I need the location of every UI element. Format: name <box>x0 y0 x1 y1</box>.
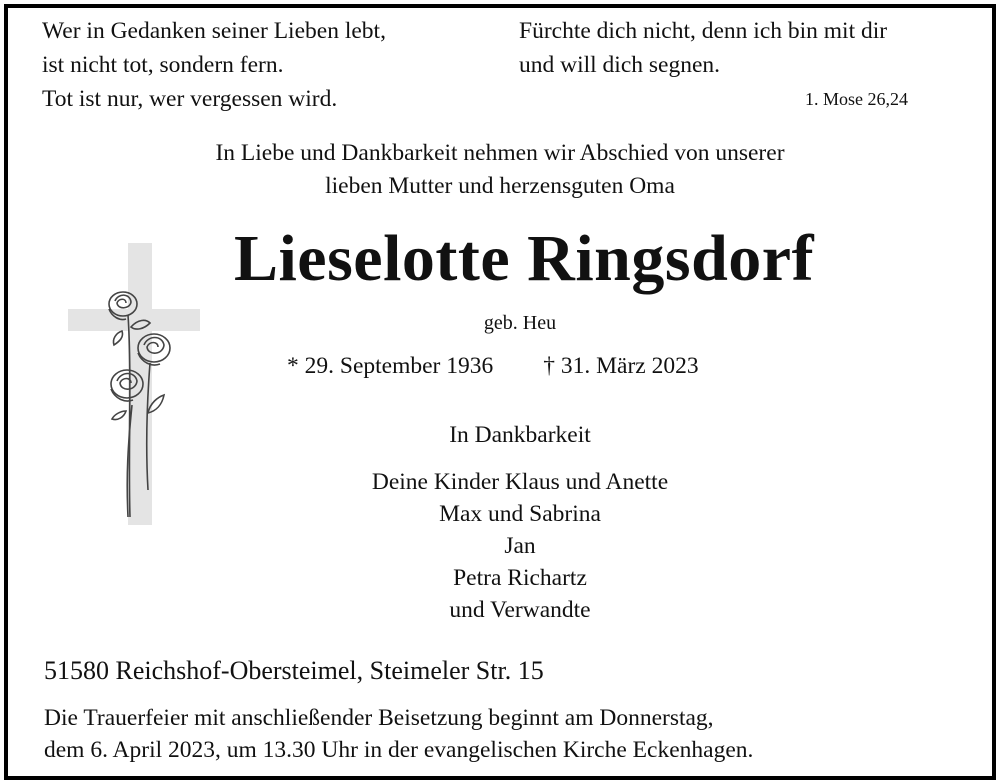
poem-left-line: Wer in Gedanken seiner Lieben lebt, <box>42 18 386 44</box>
ceremony-line: Die Trauerfeier mit anschließender Beisetzung beginnt am Donnerstag, <box>44 705 714 731</box>
intro-text <box>0 137 1000 203</box>
poem-right-line: und will dich segnen. <box>519 52 721 78</box>
poem-left <box>42 14 386 116</box>
ceremony-line: dem 6. April 2023, um 13.30 Uhr in der evangelischen Kirche Eckenhagen. <box>44 737 754 763</box>
family-member: und Verwandte <box>449 597 591 623</box>
intro-line: In Liebe und Dankbarkeit nehmen wir Abschied von unserer <box>215 140 785 166</box>
family-member: Max und Sabrina <box>439 501 601 527</box>
poem-left-line: Tot ist nur, wer vergessen wird. <box>42 86 338 112</box>
address: 51580 Reichshof-Obersteimel, Steimeler Str. 15 <box>44 656 544 685</box>
poem-left-line: ist nicht tot, sondern fern. <box>42 52 284 78</box>
ceremony-info <box>44 702 753 766</box>
birth-name: geb. Heu <box>483 312 557 334</box>
poem-right-line: Fürchte dich nicht, denn ich bin mit dir <box>519 18 888 44</box>
poem-right <box>519 14 887 82</box>
life-dates <box>287 353 699 380</box>
family-member: Petra Richartz <box>453 565 587 591</box>
intro-line: lieben Mutter und herzensguten Oma <box>325 173 675 199</box>
family-list <box>20 466 1000 626</box>
family-member: Deine Kinder Klaus und Anette <box>371 469 669 495</box>
bible-reference: 1. Mose 26,24 <box>805 89 908 109</box>
death-date: † 31. März 2023 <box>543 353 699 379</box>
birth-date: * 29. September 1936 <box>287 353 494 379</box>
deceased-name: Lieselotte Ringsdorf <box>233 222 815 295</box>
family-member: Jan <box>504 533 536 559</box>
thanks-heading: In Dankbarkeit <box>449 422 591 448</box>
